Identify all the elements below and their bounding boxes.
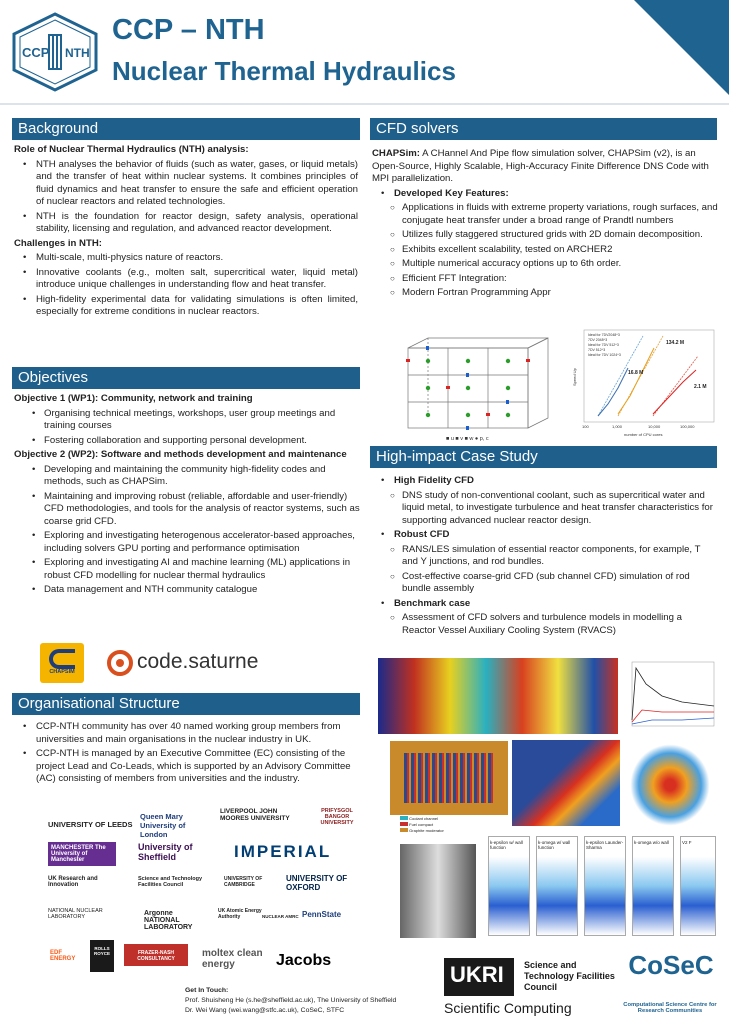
list-item: ○ RANS/LES simulation of essential reactor components, for example, T and Y junctions, and rod bundles. [372,544,718,569]
rvacs-models: k-epsilon w/ wall function k-omega w/ wall function k-epsilon Launder-Sharma k-omega w/o wall V2 F [488,832,718,940]
logo-nnl: NATIONAL NUCLEAR LABORATORY [48,908,103,920]
list-item: • Organising technical meetings, workshops, user group meetings and training courses [14,408,360,433]
poster-title-line1: CCP – NTH [112,14,265,46]
list-item: • Exploring and investigating heterogenous accelerator-based approaches, including solvers GPU porting and performance optimisation [14,530,360,555]
features-title: Developed Key Features: [394,187,509,199]
list-item: • Maintaining and improving robust (reliable, affordable and user-friendly) CFD methodologies, and tools for the analysis of reactor systems, such as coarse grid CFD. [14,491,360,529]
role-title: Role of Nuclear Thermal Hydraulics (NTH) analysis: [14,144,249,155]
org-section [14,721,360,788]
list-item: ○ Assessment of CFD solvers and turbulence models in modelling a Reactor Vessel Auxiliary Cooling System (RVACS) [372,612,718,637]
ukri-logo: UKRI [444,958,514,996]
cosec-logo: CoSeC [628,950,714,980]
svg-text:CCP: CCP [22,45,50,60]
list-item: ○ Modern Fortran Programming Appr [372,287,718,300]
section-heading-cfd: CFD solvers [370,118,717,140]
header-divider [0,103,729,105]
svg-text:1,000: 1,000 [612,424,623,429]
logo-argonne: Argonne NATIONAL LABORATORY [144,910,193,931]
contact-line: Dr. Wei Wang (wei.wang@stfc.ac.uk), CoSeC, STFC [185,1007,345,1014]
saturne-swirl-icon [107,650,133,676]
list-item: ○ Applications in fluids with extreme property variations, rough surfaces, and conjugate heat transfer under a broad range of Prandtl numbers [372,202,718,227]
list-item: • NTH analyses the behavior of fluids (such as water, gases, or liquid metals) and the transfer of heat within nuclear systems. It combines principles of fluid dynamics and heat transfer to ensure the safe and efficient operation of nuclear reactors and related technologies. [14,159,358,209]
objective2-title: Objective 2 (WP2): Software and methods development and maintenance [14,449,347,460]
list-item: • NTH is the foundation for reactor design, safety analysis, operational stability, licensing and regulation, and advanced reactor development. [14,211,358,236]
logo-namrc: NUCLEAR AMRC [262,914,299,919]
logo-stfc: Science and Technology Facilities Council [138,876,203,888]
section-heading-objectives: Objectives [12,367,360,389]
logo-jacobs: Jacobs [276,952,332,969]
svg-text:NTH: NTH [65,46,90,60]
svg-text:Ideal for 7DV 1024^3: Ideal for 7DV 1024^3 [588,353,621,357]
logo-ukri: UK Research and Innovation [48,876,98,888]
case-subtitle: Benchmark case [394,597,471,609]
objective1-title: Objective 1 (WP1): Community, network and training [14,393,253,404]
logo-edf: EDF ENERGY [50,950,76,962]
logo-sheffield: University of Sheffield [138,842,193,862]
rvacs-geometry-image [400,844,476,938]
ccp-nth-logo [10,12,100,92]
cosec-subtitle: Computational Science Centre for Research Communities [623,1002,717,1014]
list-item: ○ Cost-effective coarse-grid CFD (sub channel CFD) simulation of rod bundle assembly [372,571,718,596]
chapsim-logo: CHAPSIM [40,643,84,683]
svg-text:Speed Up: Speed Up [572,368,577,386]
section-heading-background: Background [12,118,360,140]
list-item: • Fostering collaboration and supporting personal development. [14,435,360,448]
case-subtitle: High Fidelity CFD [394,475,474,486]
logo-bangor: PRIFYSGOL BANGOR UNIVERSITY [320,808,354,826]
logo-moltex: moltex clean energy [202,948,263,970]
svg-text:7DV 2048^3: 7DV 2048^3 [588,338,608,342]
logo-ukaea: UK Atomic Energy Authority [218,908,262,920]
casestudy-section [372,475,718,639]
svg-text:100: 100 [582,424,589,429]
rod-section-image [630,744,710,826]
list-item: ○ Efficient FFT Integration: [372,273,718,286]
logo-frazer-nash: FRAZER-NASH CONSULTANCY [124,944,188,966]
logo-rollsroyce: ROLLS ROYCE [90,940,114,972]
staggered-grid-figure [398,336,560,446]
chapsim-intro: A CHannel And Pipe flow simulation solver, CHAPSim (v2), is an Open-Source, Highly Scalable, High-Accuracy Finite Difference DNS Code with MPI parallelization. [372,148,709,184]
svg-text:100,000: 100,000 [680,424,695,429]
logo-cambridge: UNIVERSITY OF CAMBRIDGE [224,876,263,888]
bundle-legend: Coolant channel Fuel compact Graphite moderator [400,816,490,838]
list-item: • CCP-NTH is managed by an Executive Committee (EC) consisting of the project Lead and Co-Leads, which is supported by an Advisory Committee (AC) consisting of members from universities and the industry. [14,748,360,786]
list-item: • Multi-scale, multi-physics nature of reactors. [14,252,358,265]
list-item: • Data management and NTH community catalogue [14,584,360,597]
dns-profile-plot [622,658,718,738]
section-heading-casestudy: High-impact Case Study [370,446,717,468]
corner-decoration [634,0,729,95]
rod-bundle-image [390,741,508,815]
logo-ljmu: LIVERPOOL JOHN MOORES UNIVERSITY [220,808,290,822]
partner-logos [40,804,360,976]
list-item: • Innovative coolants (e.g., molten salt, supercritical water, liquid metal) introduce unique challenges in understanding flow and heat transfer. [14,267,358,292]
poster-title-line2: Nuclear Thermal Hydraulics [112,56,456,86]
list-item: ○ Exhibits excellent scalability, tested on ARCHER2 [372,244,718,257]
list-item: • Exploring and investigating AI and machine learning (ML) applications in robust CFD modelling for nuclear thermal hydraulics [14,557,360,582]
challenges-title: Challenges in NTH: [14,237,102,249]
case-subtitle: Robust CFD [394,529,450,540]
svg-text:Ideal for 7DV2048^3: Ideal for 7DV2048^3 [588,333,620,337]
chapsim-label: CHAPSim: [372,148,420,159]
logo-oxford: UNIVERSITY OF OXFORD [286,874,348,892]
svg-text:number of CPU cores: number of CPU cores [624,432,663,437]
code-saturne-logo: code.saturne [107,649,277,677]
logo-manchester: MANCHESTER The University of Manchester [48,842,116,866]
contact-line: Prof. Shuisheng He (s.he@sheffield.ac.uk), The University of Sheffield [185,997,397,1004]
background-section [14,144,358,321]
contact-section [185,986,455,1016]
svg-text:■ u ■ v ■ w ● p, c: ■ u ■ v ■ w ● p, c [446,436,489,442]
logo-leeds: UNIVERSITY OF LEEDS [48,820,133,829]
svg-text:10,000: 10,000 [648,424,661,429]
stfc-text: Science and Technology Facilities Council [524,960,615,992]
svg-text:134.2 M: 134.2 M [666,340,685,346]
list-item: ○ Multiple numerical accuracy options up to 6th order. [372,258,718,271]
scalability-chart [568,326,718,438]
list-item: • Developing and maintaining the community high-fidelity codes and methods, such as CHAPSim. [14,464,360,489]
t-junction-image [512,740,620,826]
cfd-section [372,148,718,302]
list-item: ○ Utilizes fully staggered structured grids with 2D domain decomposition. [372,229,718,242]
svg-text:7DV 512^3: 7DV 512^3 [588,348,606,352]
logo-imperial: IMPERIAL [234,842,332,861]
svg-text:16.8 M: 16.8 M [628,370,644,376]
dns-flow-field-image [378,658,618,734]
svg-text:2.1 M: 2.1 M [694,384,707,390]
scientific-computing-text: Scientific Computing [444,1000,572,1016]
logo-qmul: Queen Mary University of London [140,812,186,839]
logo-pennstate: PennState [302,910,342,919]
svg-text:Ideal for 7DV 512^3: Ideal for 7DV 512^3 [588,343,619,347]
poster-header [0,0,729,103]
list-item: ○ DNS study of non-conventional coolant, such as supercritical water and liquid metal, to investigate turbulence and heat transfer characteristics for supporting advanced nuclear reactor design. [372,490,718,528]
list-item: • High-fidelity experimental data for validating simulations is often limited, especially for extreme conditions in nuclear reactors. [14,294,358,319]
objectives-section [14,393,360,599]
contact-title: Get In Touch: [185,987,229,994]
list-item: • CCP-NTH community has over 40 named working group members from universities and main organisations in the nuclear industry in UK. [14,721,360,746]
section-heading-org: Organisational Structure [12,693,360,715]
